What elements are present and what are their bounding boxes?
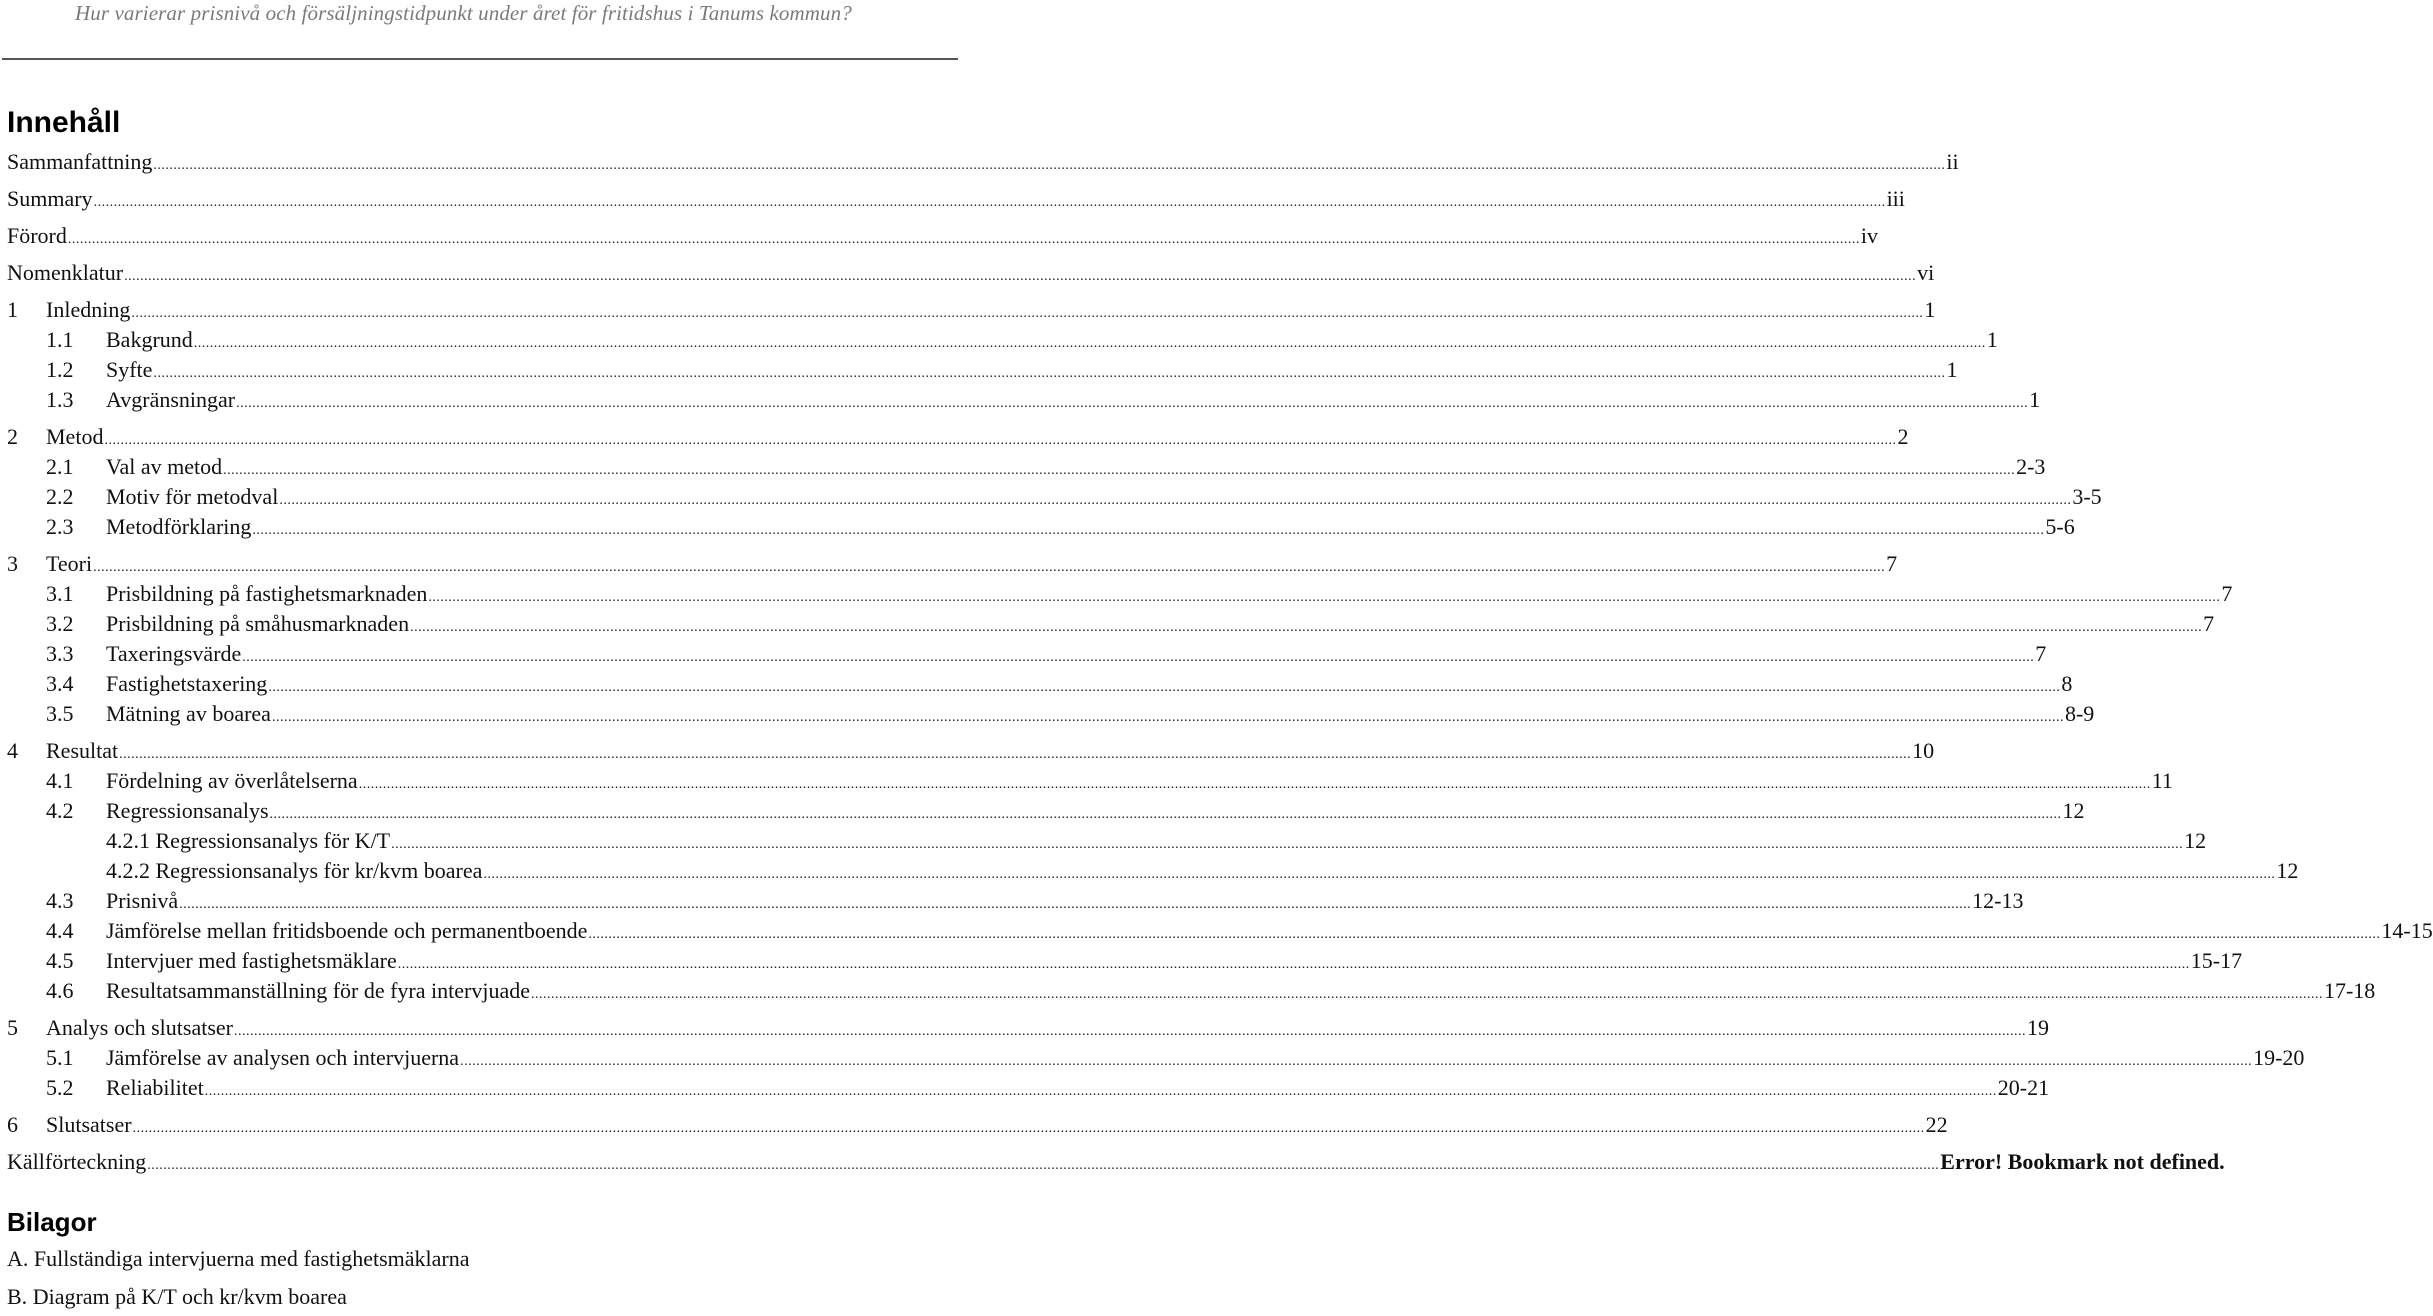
toc-entry-page: 19-20 [2253, 1045, 2305, 1070]
toc-leader-dots: ................................................................................................................................................................................................................................................................................................................................................................................................................................................................ [204, 1084, 1997, 1099]
toc-entry-page: 2-3 [2016, 454, 2046, 479]
toc-entry-page: 17-18 [2323, 978, 2376, 1003]
toc-entry[interactable] [0, 796, 2085, 826]
toc-entry-label: Syfte [106, 355, 152, 385]
toc-entry-page: Error! Bookmark not defined. [1940, 1149, 2225, 1174]
toc-entry-page: 3-5 [2072, 484, 2102, 509]
toc-leader-dots: ................................................................................................................................................................................................................................................................................................................................................................................................................................................................ [193, 336, 1986, 351]
toc-leader-dots: ................................................................................................................................................................................................................................................................................................................................................................................................................................................................ [131, 306, 1924, 321]
toc-entry[interactable] [0, 295, 1936, 325]
toc-entry-label: Förord [7, 221, 67, 251]
toc-entry[interactable] [0, 452, 2046, 482]
toc-leader-dots: ................................................................................................................................................................................................................................................................................................................................................................................................................................................................ [269, 807, 2062, 822]
toc-entry-label: Analys och slutsatser [46, 1013, 233, 1043]
toc-entry[interactable] [0, 1073, 2050, 1103]
toc-entry-page: 15-17 [2190, 948, 2243, 973]
appendix-item-a [7, 1246, 470, 1272]
toc-entry[interactable] [0, 946, 2243, 976]
toc-leader-dots: ................................................................................................................................................................................................................................................................................................................................................................................................................................................................ [271, 710, 2064, 725]
toc-entry-number: 4.5 [46, 948, 74, 973]
toc-entry-number: 3.3 [46, 641, 74, 666]
toc-entry-label: Avgränsningar [106, 385, 235, 415]
toc-entry-label: 4.2.1 Regressionsanalys för K/T [106, 826, 390, 856]
toc-entry-label: Summary [7, 184, 93, 214]
appendix-label: Diagram på K/T och kr/kvm boarea [32, 1284, 347, 1309]
header-title: Hur varierar prisnivå och försäljningstidpunkt under året för fritidshus i Tanums kommun? [75, 1, 852, 25]
toc-entry-label: Taxeringsvärde [106, 639, 241, 669]
toc-entry-number: 2.2 [46, 484, 74, 509]
toc-entry[interactable] [0, 184, 1905, 214]
appendix-letter: B. [7, 1284, 28, 1309]
toc-leader-dots: ................................................................................................................................................................................................................................................................................................................................................................................................................................................................ [358, 777, 2151, 792]
toc-entry-number: 5 [7, 1015, 18, 1040]
toc-entry-number: 4.6 [46, 978, 74, 1003]
toc-entry-label: Metodförklaring [106, 512, 251, 542]
toc-entry-page: iv [1860, 223, 1879, 248]
toc-entry-label: Prisnivå [106, 886, 178, 916]
toc-entry[interactable] [0, 699, 2095, 729]
toc-entry-number: 3.2 [46, 611, 74, 636]
toc-leader-dots: ................................................................................................................................................................................................................................................................................................................................................................................................................................................................ [268, 680, 2061, 695]
toc-entry-number: 1.1 [46, 327, 74, 352]
toc-entry-label: Bakgrund [106, 325, 193, 355]
toc-entry-number: 4.3 [46, 888, 74, 913]
toc-entry-page: 7 [2221, 581, 2233, 606]
toc-entry[interactable] [0, 385, 2041, 415]
toc-leader-dots: ................................................................................................................................................................................................................................................................................................................................................................................................................................................................ [252, 523, 2045, 538]
toc-entry-number: 2 [7, 424, 18, 449]
toc-leader-dots: ................................................................................................................................................................................................................................................................................................................................................................................................................................................................ [93, 560, 1886, 575]
toc-entry-number: 3.5 [46, 701, 74, 726]
toc-leader-dots: ................................................................................................................................................................................................................................................................................................................................................................................................................................................................ [410, 620, 2203, 635]
toc-entry-label: Resultatsammanställning för de fyra intervjuade [106, 976, 530, 1006]
toc-entry-label: Reliabilitet [106, 1073, 204, 1103]
toc-entry[interactable] [0, 856, 2299, 886]
toc-entry-page: 7 [2035, 641, 2047, 666]
toc-entry-number: 6 [7, 1112, 18, 1137]
toc-entry[interactable] [0, 766, 2173, 796]
toc-entry-number: 3.1 [46, 581, 74, 606]
appendices-title: Bilagor [7, 1207, 97, 1237]
toc-entry-number: 3.4 [46, 671, 74, 696]
toc-entry-number: 4.4 [46, 918, 74, 943]
toc-entry-page: ii [1946, 149, 1959, 174]
toc-entry-number: 5.2 [46, 1075, 74, 1100]
toc-entry-page: 8-9 [2064, 701, 2095, 726]
toc-entry[interactable] [0, 916, 2433, 946]
toc-entry[interactable] [0, 609, 2215, 639]
toc-entry-page: 12 [2276, 858, 2299, 883]
toc-entry-page: 19 [2026, 1015, 2049, 1040]
toc-leader-dots: ................................................................................................................................................................................................................................................................................................................................................................................................................................................................ [588, 927, 2381, 942]
toc-entry[interactable] [0, 258, 1935, 288]
toc-entry[interactable] [0, 736, 1935, 766]
toc-entry[interactable] [0, 221, 1879, 251]
toc-entry-label: Val av metod [106, 452, 222, 482]
toc-entry-number: 2.1 [46, 454, 74, 479]
header-rule [2, 58, 958, 60]
toc-entry-label: Mätning av boarea [106, 699, 271, 729]
toc-entry-label: Fastighetstaxering [106, 669, 267, 699]
toc-entry-label: Slutsatser [46, 1110, 132, 1140]
toc-entry-page: 11 [2151, 768, 2173, 793]
toc-leader-dots: ................................................................................................................................................................................................................................................................................................................................................................................................................................................................ [119, 747, 1912, 762]
toc-leader-dots: ................................................................................................................................................................................................................................................................................................................................................................................................................................................................ [67, 232, 1860, 247]
toc-entry-label: Fördelning av överlåtelserna [106, 766, 358, 796]
toc-entry[interactable] [0, 1013, 2049, 1043]
toc-entry-number: 4.2 [46, 798, 74, 823]
toc-entry[interactable] [0, 355, 1958, 385]
toc-leader-dots: ................................................................................................................................................................................................................................................................................................................................................................................................................................................................ [132, 1121, 1925, 1136]
toc-leader-dots: ................................................................................................................................................................................................................................................................................................................................................................................................................................................................ [279, 493, 2072, 508]
toc-leader-dots: ................................................................................................................................................................................................................................................................................................................................................................................................................................................................ [153, 366, 1946, 381]
toc-leader-dots: ................................................................................................................................................................................................................................................................................................................................................................................................................................................................ [242, 650, 2035, 665]
toc-entry-page: 7 [2203, 611, 2215, 636]
toc-entry-number: 1 [7, 297, 18, 322]
toc-entry-label: Regressionsanalys [106, 796, 269, 826]
toc-entry-page: 1 [1946, 357, 1958, 382]
toc-entry-page: 8 [2061, 671, 2073, 696]
toc-entry[interactable] [0, 826, 2207, 856]
appendix-label: Fullständiga intervjuerna med fastighetsmäklarna [33, 1246, 470, 1271]
toc-entry-page: 1 [2029, 387, 2041, 412]
toc-entry-label: Metod [46, 422, 103, 452]
toc-entry-label: Jämförelse mellan fritidsboende och permanentboende [106, 916, 587, 946]
toc-entry-number: 1.3 [46, 387, 74, 412]
toc-entry[interactable] [0, 886, 2024, 916]
toc-entry-page: 10 [1912, 738, 1935, 763]
toc-entry[interactable] [0, 325, 1998, 355]
toc-leader-dots: ................................................................................................................................................................................................................................................................................................................................................................................................................................................................ [223, 463, 2016, 478]
toc-entry-label: Prisbildning på fastighetsmarknaden [106, 579, 427, 609]
toc-leader-dots: ................................................................................................................................................................................................................................................................................................................................................................................................................................................................ [236, 396, 2029, 411]
toc-leader-dots: ................................................................................................................................................................................................................................................................................................................................................................................................................................................................ [147, 1158, 1940, 1173]
toc-entry[interactable] [0, 1147, 2225, 1177]
toc-entry-number: 5.1 [46, 1045, 74, 1070]
toc-leader-dots: ................................................................................................................................................................................................................................................................................................................................................................................................................................................................ [460, 1054, 2253, 1069]
toc-entry-page: vi [1917, 260, 1935, 285]
toc-entry-number: 4 [7, 738, 18, 763]
toc-leader-dots: ................................................................................................................................................................................................................................................................................................................................................................................................................................................................ [93, 195, 1886, 210]
toc-entry[interactable] [0, 147, 1959, 177]
toc-leader-dots: ................................................................................................................................................................................................................................................................................................................................................................................................................................................................ [104, 433, 1897, 448]
toc-entry-page: 20-21 [1997, 1075, 2050, 1100]
toc-leader-dots: ................................................................................................................................................................................................................................................................................................................................................................................................................................................................ [483, 867, 2276, 882]
appendix-item-b [7, 1284, 347, 1310]
toc-entry-label: Inledning [46, 295, 130, 325]
toc-entry-page: 22 [1925, 1112, 1948, 1137]
toc-entry[interactable] [0, 549, 1898, 579]
toc-entry-label: Intervjuer med fastighetsmäklare [106, 946, 397, 976]
toc-entry-page: 12 [2062, 798, 2085, 823]
toc-entry[interactable] [0, 639, 2047, 669]
toc-entry-label: Jämförelse av analysen och intervjuerna [106, 1043, 459, 1073]
toc-entry[interactable] [0, 512, 2075, 542]
appendix-letter: A. [7, 1246, 29, 1271]
toc-entry-page: 12 [2184, 828, 2207, 853]
toc-leader-dots: ................................................................................................................................................................................................................................................................................................................................................................................................................................................................ [124, 269, 1917, 284]
toc-entry-page: iii [1886, 186, 1905, 211]
toc-entry-number: 2.3 [46, 514, 74, 539]
toc-entry[interactable] [0, 422, 1909, 452]
toc-entry[interactable] [0, 1110, 1948, 1140]
toc-entry-page: 1 [1924, 297, 1936, 322]
toc-entry-label: Motiv för metodval [106, 482, 278, 512]
toc-entry-page: 12-13 [1972, 888, 2024, 913]
toc-entry[interactable] [0, 482, 2102, 512]
toc-entry-page: 7 [1886, 551, 1898, 576]
toc-entry[interactable] [0, 976, 2376, 1006]
toc-leader-dots: ................................................................................................................................................................................................................................................................................................................................................................................................................................................................ [391, 837, 2184, 852]
toc-leader-dots: ................................................................................................................................................................................................................................................................................................................................................................................................................................................................ [179, 897, 1972, 912]
toc-entry[interactable] [0, 579, 2233, 609]
toc-entry[interactable] [0, 1043, 2305, 1073]
toc-leader-dots: ................................................................................................................................................................................................................................................................................................................................................................................................................................................................ [428, 590, 2221, 605]
toc-entry-number: 4.1 [46, 768, 74, 793]
toc-entry-label: Nomenklatur [7, 258, 123, 288]
toc-leader-dots: ................................................................................................................................................................................................................................................................................................................................................................................................................................................................ [153, 158, 1946, 173]
toc-leader-dots: ................................................................................................................................................................................................................................................................................................................................................................................................................................................................ [530, 987, 2323, 1002]
toc-entry-label: Källförteckning [7, 1147, 146, 1177]
toc-entry-page: 14-15 [2381, 918, 2433, 943]
toc-entry-label: Sammanfattning [7, 147, 152, 177]
toc-title: Innehåll [7, 106, 121, 139]
toc-entry-page: 1 [1986, 327, 1998, 352]
toc-entry-number: 1.2 [46, 357, 74, 382]
toc-entry-page: 2 [1897, 424, 1909, 449]
page-header [0, 0, 960, 60]
toc-entry-page: 5-6 [2045, 514, 2075, 539]
toc-entry-label: Resultat [46, 736, 118, 766]
toc-leader-dots: ................................................................................................................................................................................................................................................................................................................................................................................................................................................................ [233, 1024, 2026, 1039]
toc-leader-dots: ................................................................................................................................................................................................................................................................................................................................................................................................................................................................ [397, 957, 2190, 972]
toc-entry-label: Teori [46, 549, 92, 579]
toc-entry-label: 4.2.2 Regressionsanalys för kr/kvm boarea [106, 856, 482, 886]
toc-entry[interactable] [0, 669, 2073, 699]
toc-entry-label: Prisbildning på småhusmarknaden [106, 609, 409, 639]
toc-entry-number: 3 [7, 551, 18, 576]
